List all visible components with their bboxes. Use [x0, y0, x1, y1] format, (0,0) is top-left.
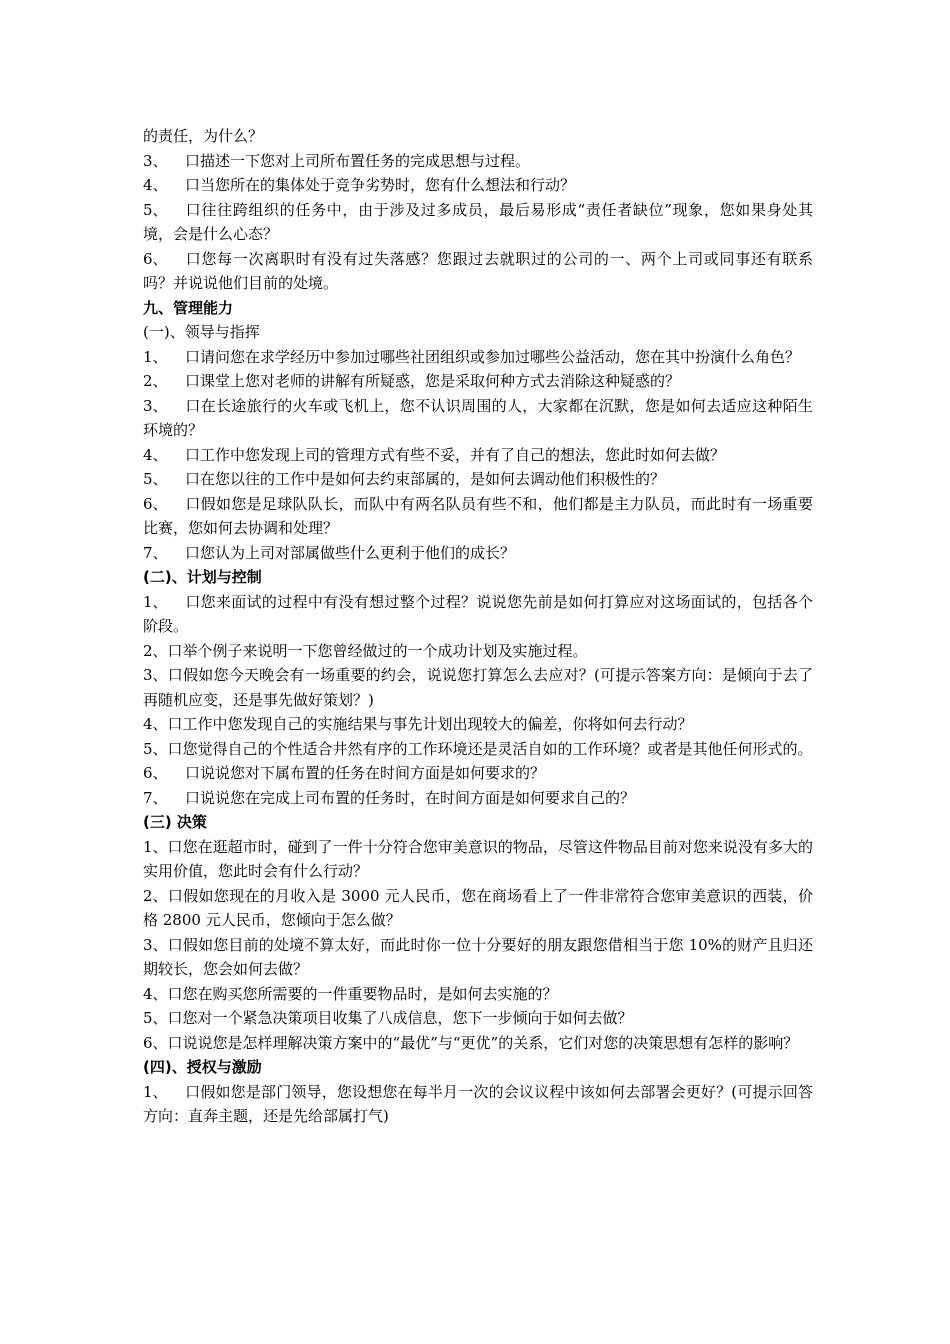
question-item [143, 247, 813, 296]
question-item [143, 1031, 813, 1056]
question-text: 口您对一个紧急决策项目收集了八成信息，您下一步倾向于如何去做？ [167, 1009, 633, 1027]
question-number: 4、 [143, 445, 168, 464]
question-number: 3、 [143, 666, 168, 684]
question-text: 口往往跨组织的任务中，由于涉及过多成员，最后易形成“责任者缺位”现象，您如果身处其境，会是什么心态？ [143, 200, 813, 243]
question-item [143, 492, 813, 541]
question-item [143, 982, 813, 1007]
question-item [143, 345, 813, 370]
question-number: 5、 [143, 1009, 168, 1027]
question-text: 口您每一次离职时有没有过失落感？您跟过去就职过的公司的一、两个上司或同事还有联系吗？并说说他们目前的处境。 [143, 249, 813, 292]
section-heading: (二)、计划与控制 [143, 568, 262, 586]
question-text: 口您在逛超市时，碰到了一件十分符合您审美意识的物品，尽管这件物品目前对您来说没有多大的实用价值，您此时会有什么行动？ [143, 837, 813, 880]
question-text: 口举个例子来说明一下您曾经做过的一个成功计划及实施过程。 [167, 641, 588, 660]
question-text: 口在您以往的工作中是如何去约束部属的，是如何去调动他们积极性的？ [185, 470, 666, 488]
question-number: 4、 [143, 984, 168, 1003]
question-text: 口工作中您发现上司的管理方式有些不妥，并有了自己的想法，您此时如何去做？ [185, 445, 726, 464]
question-item [143, 786, 813, 811]
question-text: 口工作中您发现自己的实施结果与事先计划出现较大的偏差，你将如何去行动？ [167, 715, 693, 733]
question-number: 1、 [143, 1082, 168, 1101]
question-item [143, 712, 813, 737]
question-text: 口您来面试的过程中有没有想过整个过程？说说您先前是如何打算应对这场面试的，包括各个阶段。 [143, 592, 813, 635]
question-item [143, 835, 813, 884]
question-number: 5、 [143, 470, 168, 488]
question-item [143, 590, 813, 639]
question-text: 口说说您在完成上司布置的任务时，在时间方面是如何要求自己的？ [185, 788, 636, 807]
question-text: 口说说您是怎样理解决策方案中的“最优”与“更优”的关系，它们对您的决策思想有怎样的影响？ [167, 1033, 799, 1052]
question-item [143, 761, 813, 786]
question-item [143, 663, 813, 712]
section-heading: 九、管理能力 [143, 298, 234, 317]
question-item [143, 369, 813, 394]
question-number: 2、 [143, 886, 168, 905]
question-item [143, 198, 813, 247]
question-text: 口当您所在的集体处于竞争劣势时，您有什么想法和行动？ [185, 176, 576, 194]
question-text: 口说说您对下属布置的任务在时间方面是如何要求的？ [185, 764, 546, 782]
question-number: 5、 [143, 739, 168, 758]
question-text: 口假如您目前的处境不算太好，而此时你一位十分要好的朋友跟您借相当于您 10%的财产且归还期较长，您会如何去做？ [143, 935, 813, 978]
question-number: 7、 [143, 543, 168, 562]
question-text: 口描述一下您对上司所布置任务的完成思想与过程。 [185, 151, 531, 170]
question-number: 1、 [143, 592, 168, 611]
question-item [143, 173, 813, 198]
question-text: 口假如您今天晚会有一场重要的约会，说说您打算怎么去应对？(可提示答案方向：是倾向于去了再随机应变，还是事先做好策划？) [143, 666, 813, 709]
section-heading: (四)、授权与激励 [143, 1058, 262, 1076]
question-item [143, 1080, 813, 1129]
question-number: 6、 [143, 764, 168, 782]
question-number: 6、 [143, 1033, 168, 1052]
question-item [143, 1006, 813, 1031]
question-item [143, 737, 813, 762]
question-number: 3、 [143, 151, 168, 170]
question-text: 口假如您是部门领导，您设想您在每半月一次的会议议程中该如何去部署会更好？(可提示回答方向：直奔主题，还是先给部属打气) [143, 1082, 813, 1125]
question-item [143, 149, 813, 174]
question-number: 4、 [143, 176, 168, 194]
question-text: 口您在购买您所需要的一件重要物品时，是如何去实施的？ [167, 984, 558, 1003]
paragraph-continuation: 的责任，为什么？ [143, 127, 264, 145]
question-text: 口课堂上您对老师的讲解有所疑惑，您是采取何种方式去消除这种疑惑的？ [185, 372, 681, 390]
question-item [143, 541, 813, 566]
question-item [143, 443, 813, 468]
question-number: 3、 [143, 396, 168, 415]
question-item [143, 394, 813, 443]
section-heading: (三) 决策 [143, 813, 207, 831]
document-page [143, 124, 813, 1129]
question-text: 口假如您现在的月收入是 3000 元人民币，您在商场看上了一件非常符合您审美意识的西装，价格 2800 元人民币，您倾向于怎么做？ [143, 886, 813, 929]
question-item [143, 933, 813, 982]
question-text: 口您觉得自己的个性适合井然有序的工作环境还是灵活自如的工作环境？或者是其他任何形式的。 [167, 739, 813, 758]
question-number: 1、 [143, 347, 168, 366]
question-number: 3、 [143, 935, 168, 954]
question-text: 口请问您在求学经历中参加过哪些社团组织或参加过哪些公益活动，您在其中扮演什么角色？ [185, 347, 801, 366]
question-number: 4、 [143, 715, 168, 733]
question-text: 口您认为上司对部属做些什么更利于他们的成长？ [185, 543, 516, 562]
question-number: 7、 [143, 788, 168, 807]
question-number: 6、 [143, 494, 168, 513]
question-item [143, 884, 813, 933]
question-number: 1、 [143, 837, 168, 856]
question-number: 5、 [143, 200, 168, 219]
question-item [143, 467, 813, 492]
question-text: 口在长途旅行的火车或飞机上，您不认识周围的人，大家都在沉默，您是如何去适应这种陌生环境的？ [143, 396, 813, 439]
question-number: 6、 [143, 249, 168, 268]
question-number: 2、 [143, 641, 168, 660]
question-item [143, 639, 813, 664]
question-number: 2、 [143, 372, 168, 390]
subsection-heading: (一)、领导与指挥 [143, 323, 260, 341]
question-text: 口假如您是足球队队长，而队中有两名队员有些不和，他们都是主力队员，而此时有一场重要比赛，您如何去协调和处理？ [143, 494, 813, 537]
